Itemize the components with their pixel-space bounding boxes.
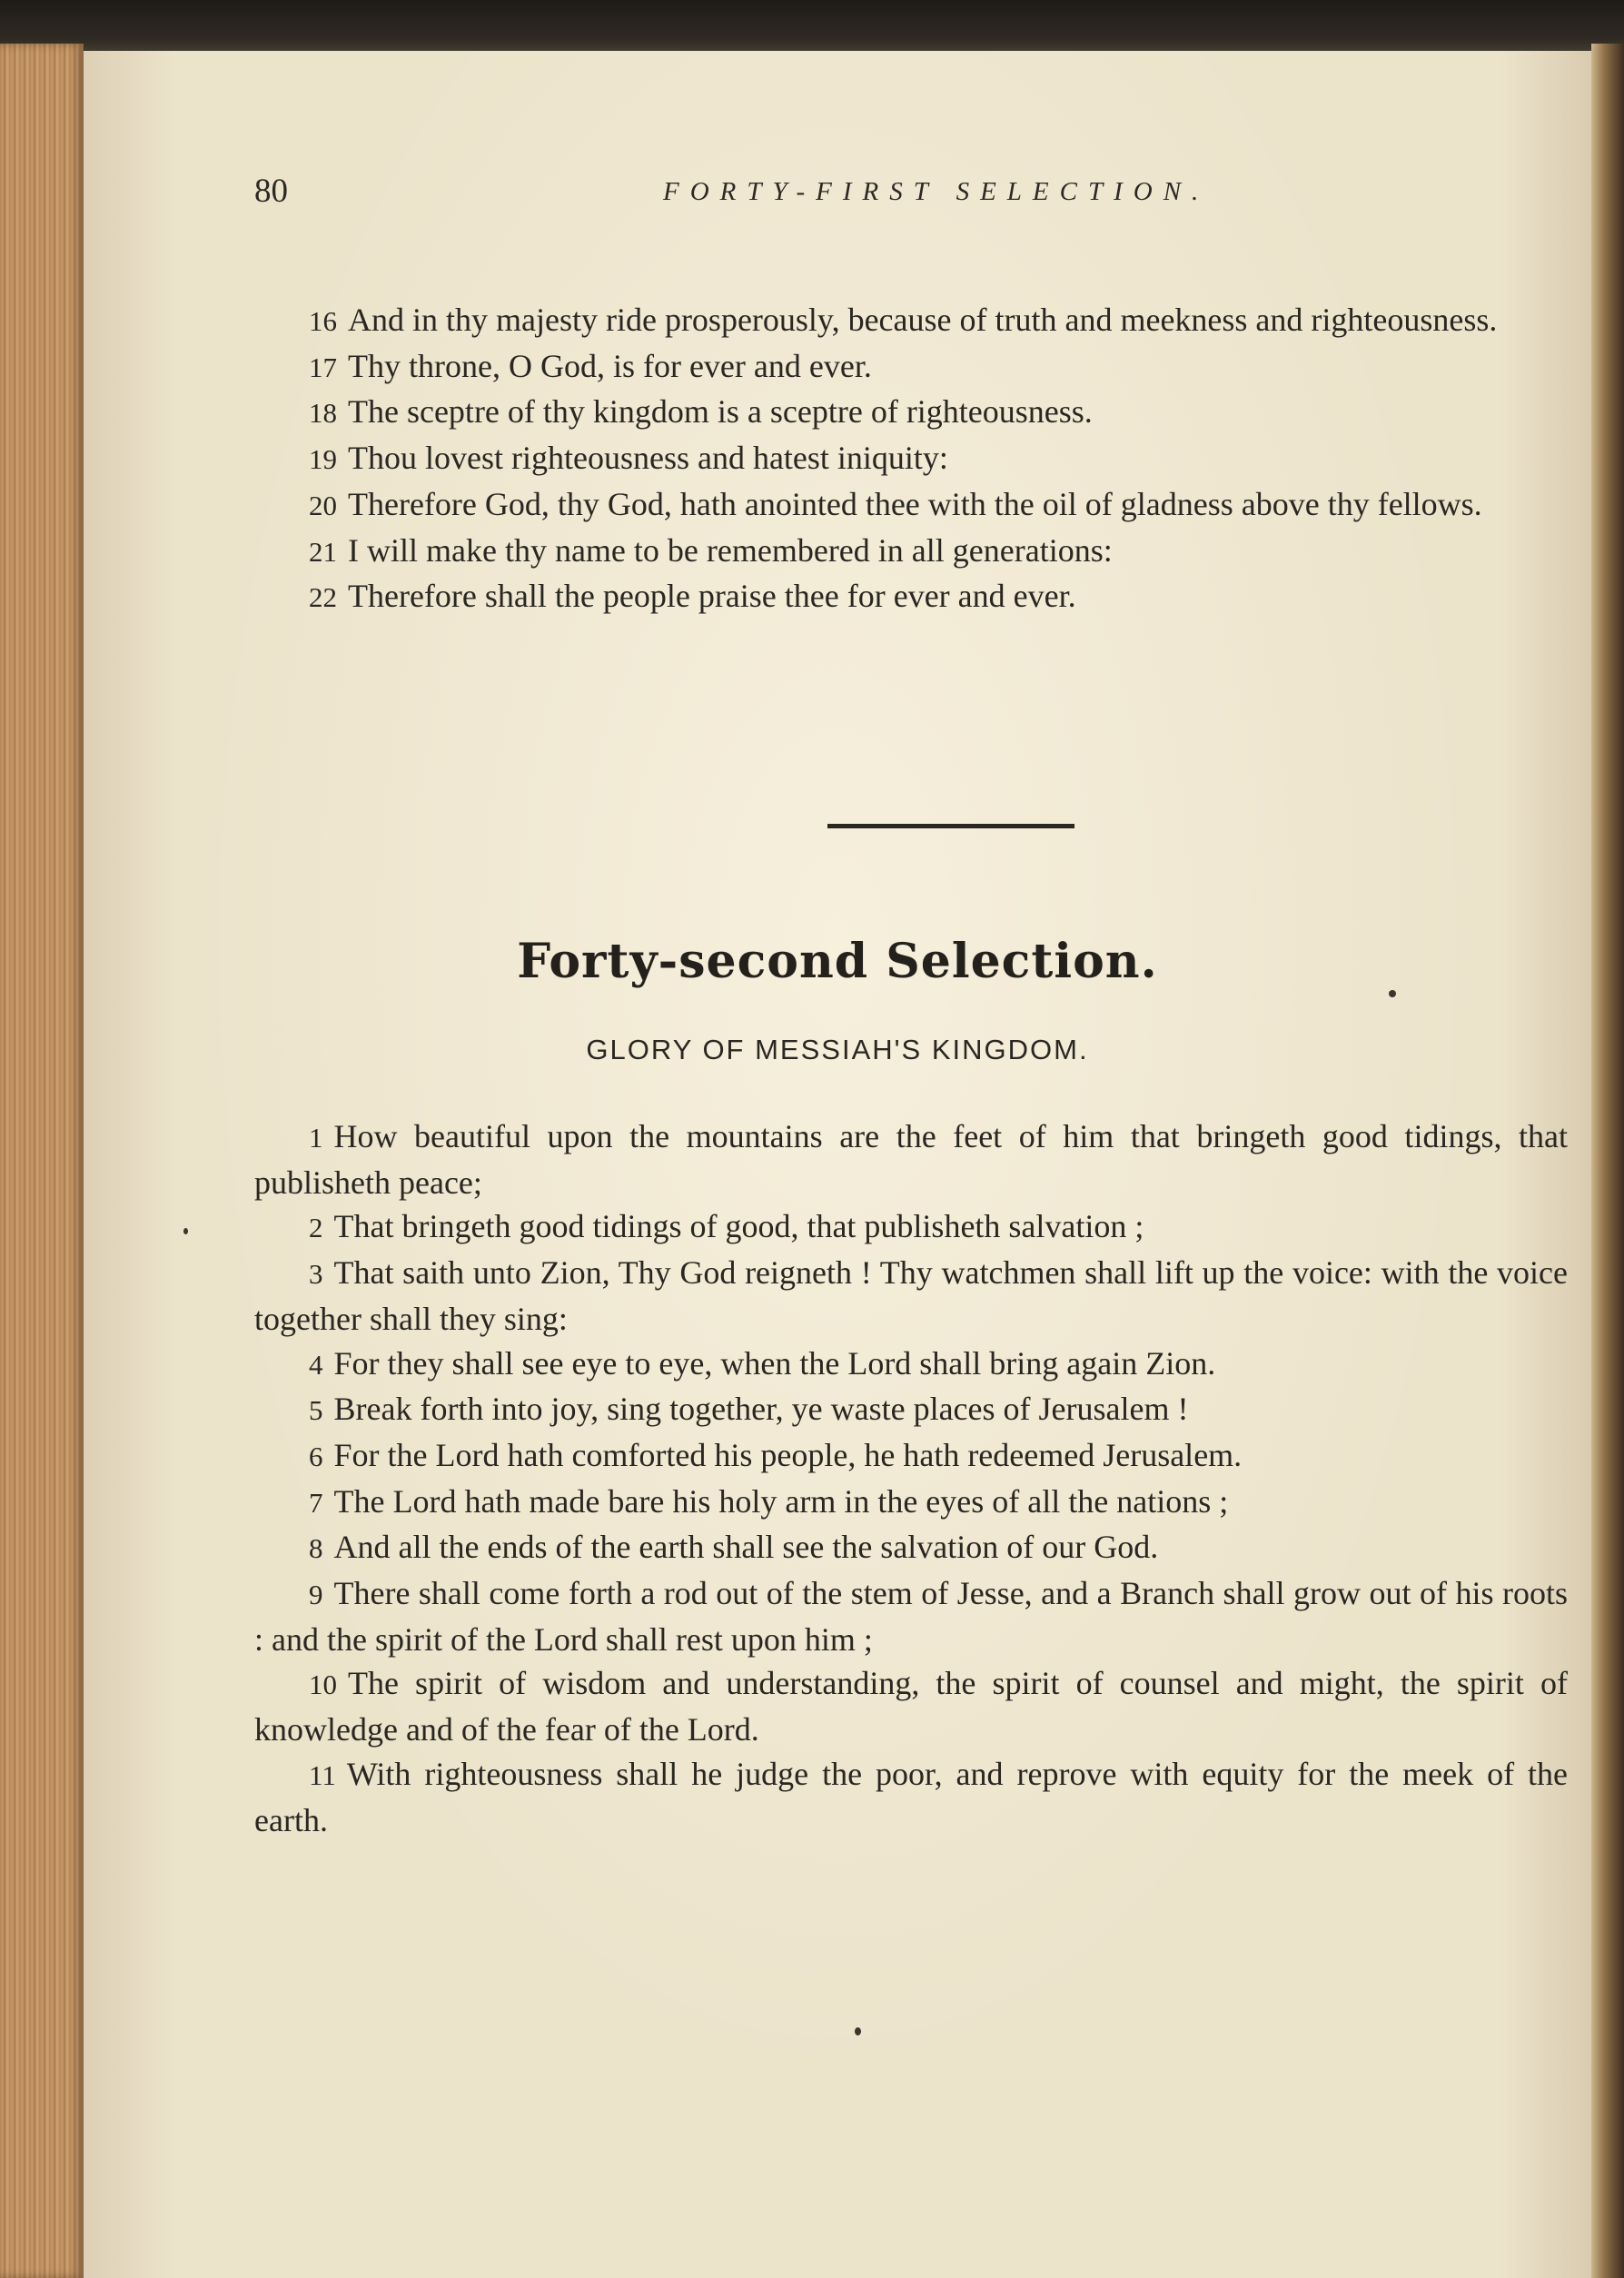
verse-number: 1: [309, 1122, 323, 1154]
verse: [254, 1571, 1568, 1661]
verse-text: How beautiful upon the mountains are the feet of him that bringeth good tidings, that publisheth peace;: [254, 1118, 1568, 1201]
verse: [254, 1661, 1568, 1751]
verse-number: 21: [309, 535, 337, 568]
verse-number: 7: [309, 1486, 323, 1519]
verse-number: 16: [309, 305, 337, 337]
verse: [254, 1525, 1568, 1571]
book-page: [84, 51, 1591, 2278]
verse: [254, 482, 1568, 529]
page-number: 80: [254, 173, 288, 210]
verse-number: 5: [309, 1394, 323, 1427]
verse-text: The Lord hath made bare his holy arm in the eyes of all the nations ;: [333, 1482, 1229, 1520]
selection-title: Forty-second Selection.: [517, 934, 1158, 989]
verse-text: For the Lord hath comforted his people, he hath redeemed Jerusalem.: [333, 1436, 1243, 1473]
ink-speck: [1389, 990, 1396, 997]
verse-text: The sceptre of thy kingdom is a sceptre of righteousness.: [348, 393, 1093, 431]
verse-text: The spirit of wisdom and understanding, the spirit of counsel and might, the spirit of knowledge and of the fear of the Lord.: [254, 1665, 1568, 1748]
verse: [254, 344, 1568, 391]
selection-subtitle: GLORY OF MESSIAH'S KINGDOM.: [586, 1034, 1089, 1065]
verse: [254, 1480, 1568, 1526]
verse-number: 18: [309, 397, 337, 430]
verse-text: And in thy majesty ride prosperously, because of truth and meekness and righteousness.: [348, 302, 1498, 338]
section-divider: [827, 824, 1074, 828]
bottom-verse-block: [254, 1114, 1568, 1842]
verse-number: 20: [309, 489, 337, 521]
verse-text: That bringeth good tidings of good, that publisheth salvation ;: [333, 1208, 1144, 1245]
verse: [254, 298, 1568, 344]
verse-text: And all the ends of the earth shall see the salvation of our God.: [333, 1529, 1159, 1566]
verse: [254, 1433, 1568, 1480]
verse-text: Therefore shall the people praise thee for ever and ever.: [348, 578, 1076, 615]
running-title: FORTY-FIRST SELECTION.: [663, 177, 1210, 206]
verse-text: For they shall see eye to eye, when the Lord shall bring again Zion.: [333, 1344, 1216, 1382]
verse-number: 17: [309, 351, 337, 383]
verse: [254, 390, 1568, 436]
verse-number: 4: [309, 1348, 323, 1381]
scan-top-edge: [0, 0, 1624, 56]
verse: [254, 529, 1568, 575]
verse-number: 9: [309, 1579, 323, 1611]
verse: [254, 1204, 1568, 1251]
verse-number: 11: [309, 1758, 336, 1791]
page-block-edges: [0, 44, 84, 2278]
verse-number: 2: [309, 1212, 323, 1244]
verse-number: 8: [309, 1532, 323, 1565]
ink-speck: [855, 2027, 861, 2035]
verse: [254, 1251, 1568, 1341]
verse-text: That saith unto Zion, Thy God reigneth ! Thy watchmen shall lift up the voice: with the voice together shall they sing:: [254, 1254, 1568, 1337]
verse-text: There shall come forth a rod out of the stem of Jesse, and a Branch shall grow out of his roots : and the spirit of the Lord shall rest upon him ;: [254, 1575, 1568, 1658]
verse: [254, 574, 1568, 620]
verse: [254, 1752, 1568, 1842]
verse-text: Thy throne, O God, is for ever and ever.: [348, 347, 872, 384]
ink-speck: [183, 1228, 188, 1234]
verse-text: Thou lovest righteousness and hatest iniquity:: [348, 440, 948, 477]
verse-text: Break forth into joy, sing together, ye waste places of Jerusalem !: [333, 1391, 1189, 1428]
verse: [254, 1114, 1568, 1204]
top-verse-block: [254, 298, 1568, 620]
verse-text: With righteousness shall he judge the poor, and reprove with equity for the meek of the earth.: [254, 1755, 1568, 1838]
verse-number: 19: [309, 443, 337, 476]
verse-text: Therefore God, thy God, hath anointed thee with the oil of gladness above thy fellows.: [348, 485, 1482, 522]
verse-number: 22: [309, 581, 337, 614]
verse-number: 6: [309, 1440, 323, 1472]
verse-text: I will make thy name to be remembered in all generations:: [348, 531, 1113, 569]
verse: [254, 1387, 1568, 1433]
book-binding: [1591, 44, 1624, 2278]
verse-number: 10: [309, 1669, 337, 1701]
running-head: [254, 172, 1571, 226]
verse: [254, 1342, 1568, 1388]
verse-number: 3: [309, 1258, 323, 1291]
verse: [254, 436, 1568, 482]
